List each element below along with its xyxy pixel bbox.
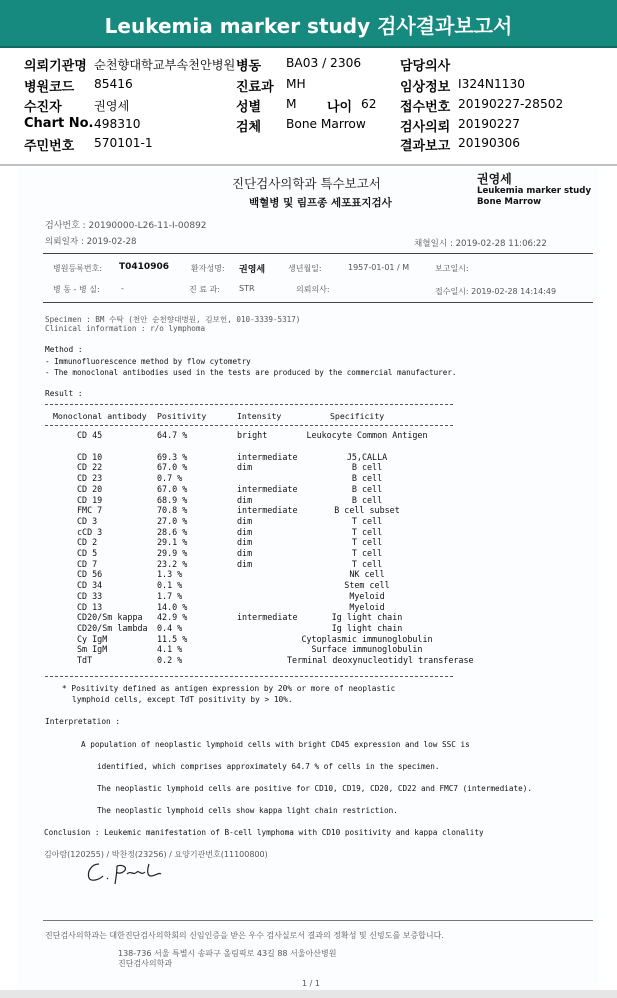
col-positivity: Positivity xyxy=(157,411,207,421)
positivity-cell: 69.3 % xyxy=(157,451,188,462)
header-value: MH xyxy=(286,77,306,91)
bottom-bar xyxy=(0,990,617,998)
positivity-cell: 14.0 % xyxy=(157,601,188,612)
antibody-cell: CD20/Sm kappa xyxy=(77,612,143,623)
intensity-cell: intermediate xyxy=(237,451,298,462)
intensity-cell: dim xyxy=(237,515,253,526)
department-name: 진단검사의학과 xyxy=(118,959,173,968)
header-label: 결과보고 xyxy=(400,139,451,154)
table-row xyxy=(17,473,599,484)
signers: 김아람(120255) / 박찬정(23256) / 요양기관번호(11100800) xyxy=(44,850,268,859)
signature-image xyxy=(83,860,173,886)
specificity-cell: B cell subset xyxy=(334,505,400,516)
conclusion: Conclusion : Leukemic manifestation of B-cell lymphoma with CD10 positivity and kappa clonality xyxy=(44,828,484,837)
intensity-cell: dim xyxy=(237,558,253,569)
header-value: Bone Marrow xyxy=(286,117,366,131)
positivity-cell: 70.8 % xyxy=(157,505,188,516)
header-label: 임상정보 xyxy=(400,80,451,95)
header-label: 주민번호 xyxy=(24,139,75,154)
positivity-cell: 0.2 % xyxy=(157,655,183,665)
specificity-cell: B cell xyxy=(351,473,383,484)
dept-label: 진 료 과: xyxy=(189,285,220,294)
specificity-cell: Terminal deoxynucleotidyl transferase xyxy=(287,655,474,665)
reg-value: T0410906 xyxy=(119,262,169,272)
positivity-cell: 4.1 % xyxy=(157,644,183,655)
request-date: 의뢰일자 : 2019-02-28 xyxy=(45,237,137,247)
table-row xyxy=(17,452,599,463)
col-antibody: Monoclonal antibody xyxy=(53,411,147,421)
dept-value: STR xyxy=(239,284,255,293)
table-row xyxy=(17,569,599,580)
specificity-cell: Surface immunoglobulin xyxy=(311,644,423,655)
header-label: 병동 xyxy=(236,59,262,74)
page-number: 1 / 1 xyxy=(302,979,320,988)
header-value: 순천향대학교부속천안병원 xyxy=(94,58,236,72)
doctor-label: 의뢰의사: xyxy=(296,285,330,294)
table-rule xyxy=(45,425,453,426)
header-label: 검체 xyxy=(236,120,262,135)
antibody-cell: TdT xyxy=(77,655,93,665)
specificity-cell: T cell xyxy=(351,548,383,558)
table-row xyxy=(17,591,599,602)
table-row xyxy=(17,548,599,559)
header-value: 20190227-28502 xyxy=(458,97,564,111)
result-title: Result : xyxy=(45,389,83,398)
antibody-cell: CD20/Sm lambda xyxy=(77,622,148,633)
specificity-cell: T cell xyxy=(351,526,383,537)
antibody-cell: Cy IgM xyxy=(77,633,108,644)
antibody-cell: CD 45 xyxy=(77,430,103,440)
receipt-time: 접수일시: 2019-02-28 14:14:49 xyxy=(435,287,557,296)
header-separator xyxy=(0,164,617,166)
positivity-cell: 1.3 % xyxy=(157,569,183,580)
positivity-cell: 11.5 % xyxy=(157,633,188,644)
header-label: 수진자 xyxy=(24,100,62,115)
header-value: 570101-1 xyxy=(94,136,153,150)
header-value: I324N1130 xyxy=(458,77,525,91)
positivity-cell: 29.9 % xyxy=(157,548,188,558)
specificity-cell: Leukocyte Common Antigen xyxy=(306,430,428,440)
table-row xyxy=(17,537,599,548)
antibody-cell: cCD 3 xyxy=(77,526,103,537)
intensity-cell: intermediate xyxy=(237,483,298,494)
divider xyxy=(43,920,593,921)
header-label: 접수번호 xyxy=(400,100,451,115)
header-value: 498310 xyxy=(94,117,141,131)
intensity-cell: dim xyxy=(237,548,253,558)
specificity-cell: Cytoplasmic immunoglobulin xyxy=(301,633,433,644)
table-row xyxy=(17,505,599,516)
positivity-note: * Positivity defined as antigen expression by 20% or more of neoplastic xyxy=(62,684,396,693)
positivity-cell: 28.6 % xyxy=(157,526,188,537)
table-row xyxy=(17,484,599,495)
header-label: Chart No. xyxy=(24,116,94,131)
table-row xyxy=(17,655,599,666)
positivity-note: lymphoid cells, except TdT positivity by > 10%. xyxy=(72,695,293,704)
intensity-cell: dim xyxy=(237,494,253,505)
antibody-cell: CD 23 xyxy=(77,473,103,484)
method-title: Method : xyxy=(45,345,83,354)
antibody-cell: Sm IgM xyxy=(77,644,108,655)
antibody-cell: CD 3 xyxy=(77,515,98,526)
report-subtitle: 백혈병 및 림프종 세포표지검사 xyxy=(249,197,392,209)
positivity-cell: 0.4 % xyxy=(157,622,183,633)
ward-label: 병 동 - 병 실: xyxy=(53,285,100,294)
positivity-cell: 0.7 % xyxy=(157,473,183,484)
header-label: 나이 xyxy=(327,100,353,115)
table-row xyxy=(17,612,599,623)
table-row xyxy=(17,580,599,591)
positivity-cell: 64.7 % xyxy=(157,430,188,440)
name-value: 권영세 xyxy=(239,265,266,275)
specificity-cell: Myeloid xyxy=(349,601,385,612)
table-row xyxy=(17,495,599,506)
antibody-cell: FMC 7 xyxy=(77,505,103,516)
specificity-cell: T cell xyxy=(351,515,383,526)
table-row xyxy=(17,644,599,655)
positivity-cell: 1.7 % xyxy=(157,590,183,601)
antibody-cell: CD 7 xyxy=(77,558,98,569)
positivity-cell: 67.0 % xyxy=(157,462,188,473)
header-label: 성별 xyxy=(236,100,262,115)
divider xyxy=(43,253,593,254)
header-value: M xyxy=(286,97,297,111)
table-row xyxy=(17,623,599,634)
divider xyxy=(43,302,593,303)
name-label: 환자성명: xyxy=(191,264,225,273)
col-intensity: Intensity xyxy=(237,411,282,421)
report-title: 진단검사의학과 특수보고서 xyxy=(232,176,381,191)
col-specificity: Specificity xyxy=(330,411,385,421)
study-name: Leukemia marker study xyxy=(477,186,592,196)
header-value: 62 xyxy=(361,97,377,111)
specimen-type: Bone Marrow xyxy=(477,197,542,207)
request-header xyxy=(0,52,617,162)
antibody-cell: CD 34 xyxy=(77,580,103,591)
intensity-cell: dim xyxy=(237,526,253,537)
antibody-cell: CD 10 xyxy=(77,451,103,462)
table-row xyxy=(17,430,599,441)
patient-name-box: 권영세 xyxy=(477,172,512,186)
interpretation-line: The neoplastic lymphoid cells show kappa light chain restriction. xyxy=(97,806,398,815)
positivity-cell: 0.1 % xyxy=(157,580,183,591)
table-rule xyxy=(45,676,453,677)
antibody-cell: CD 19 xyxy=(77,494,103,505)
antibody-cell: CD 13 xyxy=(77,601,103,612)
positivity-cell: 68.9 % xyxy=(157,494,188,505)
method-line: - Immunofluorescence method by flow cytometry xyxy=(45,357,251,366)
interpretation-line: A population of neoplastic lymphoid cells with bright CD45 expression and low SSC is xyxy=(81,740,470,749)
table-rule xyxy=(45,404,453,405)
specificity-cell: T cell xyxy=(351,558,383,569)
antibody-cell: CD 22 xyxy=(77,462,103,473)
table-row xyxy=(17,462,599,473)
positivity-cell: 42.9 % xyxy=(157,612,188,623)
header-value: 20190227 xyxy=(458,117,521,131)
collect-date: 채혈일시 : 2019-02-28 11:06:22 xyxy=(414,239,547,249)
interpretation-line: identified, which comprises approximately 64.7 % of cells in the specimen. xyxy=(97,762,440,771)
interpretation-line: The neoplastic lymphoid cells are positive for CD10, CD19, CD20, CD22 and FMC7 (intermediate). xyxy=(97,784,533,793)
intensity-cell: intermediate xyxy=(237,612,298,623)
birth-label: 생년월일: xyxy=(288,264,322,273)
method-line: - The monoclonal antibodies used in the tests are produced by the commercial manufacturer. xyxy=(45,368,457,377)
header-label: 담당의사 xyxy=(400,59,451,74)
specificity-cell: Ig light chain xyxy=(331,622,403,633)
scanned-report-sheet xyxy=(17,168,599,998)
specificity-cell: Ig light chain xyxy=(331,612,403,623)
report-banner-title: Leukemia marker study 검사결과보고서 xyxy=(0,0,617,48)
header-value: BA03 / 2306 xyxy=(286,56,362,70)
positivity-cell: 67.0 % xyxy=(157,483,188,494)
table-row xyxy=(17,602,599,613)
table-row xyxy=(17,516,599,527)
clinical-line: Clinical information : r/o lymphoma xyxy=(45,324,206,333)
specificity-cell: B cell xyxy=(351,494,383,505)
header-label: 진료과 xyxy=(236,80,274,95)
ward-value: - xyxy=(121,284,124,293)
antibody-cell: CD 20 xyxy=(77,483,103,494)
antibody-cell: CD 56 xyxy=(77,569,103,580)
header-label: 의뢰기관명 xyxy=(24,59,87,74)
specificity-cell: NK cell xyxy=(349,569,385,580)
intensity-cell: dim xyxy=(237,537,253,548)
header-value: 20190306 xyxy=(458,136,521,150)
exam-number: 검사번호 : 20190000-L26-11-I-00892 xyxy=(45,221,207,231)
positivity-cell: 29.1 % xyxy=(157,537,188,548)
intensity-cell: dim xyxy=(237,462,253,473)
antibody-cell: CD 33 xyxy=(77,590,103,601)
antibody-cell: CD 2 xyxy=(77,537,98,548)
reg-label: 병원등록번호: xyxy=(53,264,103,273)
certification-note: 진단검사의학과는 대한진단검사의학회의 신임인증을 받은 우수 검사실로서 결과의 정확성 및 신빙도를 보증합니다. xyxy=(45,931,444,940)
header-label: 병원코드 xyxy=(24,80,75,95)
specimen-line: Specimen : BM 수탁 (천안 순천향대병원, 김보헌, 010-3339-5317) xyxy=(45,315,301,324)
intensity-cell: intermediate xyxy=(237,505,298,516)
header-value: 권영세 xyxy=(94,99,130,113)
table-row xyxy=(17,559,599,570)
positivity-cell: 27.0 % xyxy=(157,515,188,526)
table-row xyxy=(17,634,599,645)
birth-value: 1957-01-01 / M xyxy=(348,263,410,272)
specificity-cell: T cell xyxy=(351,537,383,548)
antibody-cell: CD 5 xyxy=(77,548,98,558)
intensity-cell: bright xyxy=(237,430,268,440)
address: 138-736 서울 특별시 송파구 올림픽로 43길 88 서울아산병원 xyxy=(118,949,337,958)
interpretation-title: Interpretation : xyxy=(45,717,121,726)
report-time-label: 보고일시: xyxy=(435,264,469,273)
specificity-cell: J5,CALLA xyxy=(346,451,388,462)
header-value: 85416 xyxy=(94,77,133,91)
specificity-cell: Myeloid xyxy=(349,590,385,601)
specificity-cell: Stem cell xyxy=(344,580,390,591)
table-row xyxy=(17,527,599,538)
specificity-cell: B cell xyxy=(351,483,383,494)
header-label: 검사의뢰 xyxy=(400,120,451,135)
positivity-cell: 23.2 % xyxy=(157,558,188,569)
specificity-cell: B cell xyxy=(351,462,383,473)
